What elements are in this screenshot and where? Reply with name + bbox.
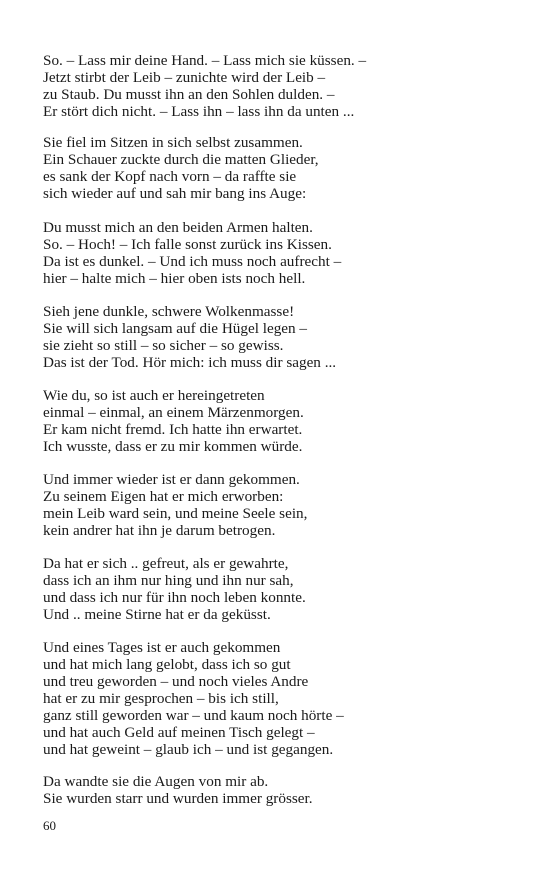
verse-line: mein Leib ward sein, und meine Seele sein, — [43, 505, 308, 522]
verse-line: So. – Hoch! – Ich falle sonst zurück ins Kissen. — [43, 236, 332, 253]
verse-line: Und eines Tages ist er auch gekommen — [43, 639, 281, 656]
verse-line: Das ist der Tod. Hör mich: ich muss dir sagen ... — [43, 354, 337, 371]
verse-line: und hat auch Geld auf meinen Tisch gelegt – — [43, 724, 315, 741]
verse-line: Ich wusste, dass er zu mir kommen würde. — [43, 438, 303, 455]
stanza-8 — [43, 639, 523, 758]
verse-line: Da wandte sie die Augen von mir ab. — [43, 773, 269, 790]
verse-line: Du musst mich an den beiden Armen halten. — [43, 219, 313, 236]
verse-line: Wie du, so ist auch er hereingetreten — [43, 387, 265, 404]
verse-line: Sie wurden starr und wurden immer grösser. — [43, 790, 313, 807]
verse-line: und treu geworden – und noch vieles Andre — [43, 673, 309, 690]
verse-line: einmal – einmal, an einem Märzenmorgen. — [43, 404, 304, 421]
verse-line: Da ist es dunkel. – Und ich muss noch aufrecht – — [43, 253, 342, 270]
verse-line: Und .. meine Stirne hat er da geküsst. — [43, 606, 271, 623]
verse-line: hat er zu mir gesprochen – bis ich still, — [43, 690, 279, 707]
verse-line: sich wieder auf und sah mir bang ins Auge: — [43, 185, 307, 202]
verse-line: Sie fiel im Sitzen in sich selbst zusammen. — [43, 134, 303, 151]
stanza-4 — [43, 303, 523, 371]
verse-line: Sie will sich langsam auf die Hügel legen – — [43, 320, 308, 337]
verse-line: sie zieht so still – so sicher – so gewiss. — [43, 337, 284, 354]
verse-line: Sieh jene dunkle, schwere Wolkenmasse! — [43, 303, 295, 320]
verse-line: Er kam nicht fremd. Ich hatte ihn erwartet. — [43, 421, 303, 438]
stanza-2 — [43, 134, 523, 202]
verse-line: Jetzt stirbt der Leib – zunichte wird der Leib – — [43, 69, 326, 86]
verse-line: und dass ich nur für ihn noch leben konnte. — [43, 589, 306, 606]
verse-line: es sank der Kopf nach vorn – da raffte sie — [43, 168, 297, 185]
verse-line: kein andrer hat ihn je darum betrogen. — [43, 522, 276, 539]
verse-line: dass ich an ihm nur hing und ihn nur sah, — [43, 572, 294, 589]
verse-line: Ein Schauer zuckte durch die matten Glieder, — [43, 151, 319, 168]
verse-line: hier – halte mich – hier oben ists noch hell. — [43, 270, 306, 287]
stanza-7 — [43, 555, 523, 623]
verse-line: ganz still geworden war – und kaum noch hörte – — [43, 707, 344, 724]
stanza-5 — [43, 387, 523, 455]
stanza-6 — [43, 471, 523, 539]
verse-line: Zu seinem Eigen hat er mich erworben: — [43, 488, 284, 505]
stanza-1 — [43, 52, 523, 120]
stanza-9 — [43, 773, 523, 807]
verse-line: Da hat er sich .. gefreut, als er gewahrte, — [43, 555, 289, 572]
verse-line: zu Staub. Du musst ihn an den Sohlen dulden. – — [43, 86, 335, 103]
verse-line: und hat mich lang gelobt, dass ich so gut — [43, 656, 291, 673]
verse-line: So. – Lass mir deine Hand. – Lass mich sie küssen. – — [43, 52, 367, 69]
page-number: 60 — [43, 818, 56, 833]
verse-line: und hat geweint – glaub ich – und ist gegangen. — [43, 741, 334, 758]
verse-line: Er stört dich nicht. – Lass ihn – lass ihn da unten ... — [43, 103, 355, 120]
stanza-3 — [43, 219, 523, 287]
verse-line: Und immer wieder ist er dann gekommen. — [43, 471, 300, 488]
